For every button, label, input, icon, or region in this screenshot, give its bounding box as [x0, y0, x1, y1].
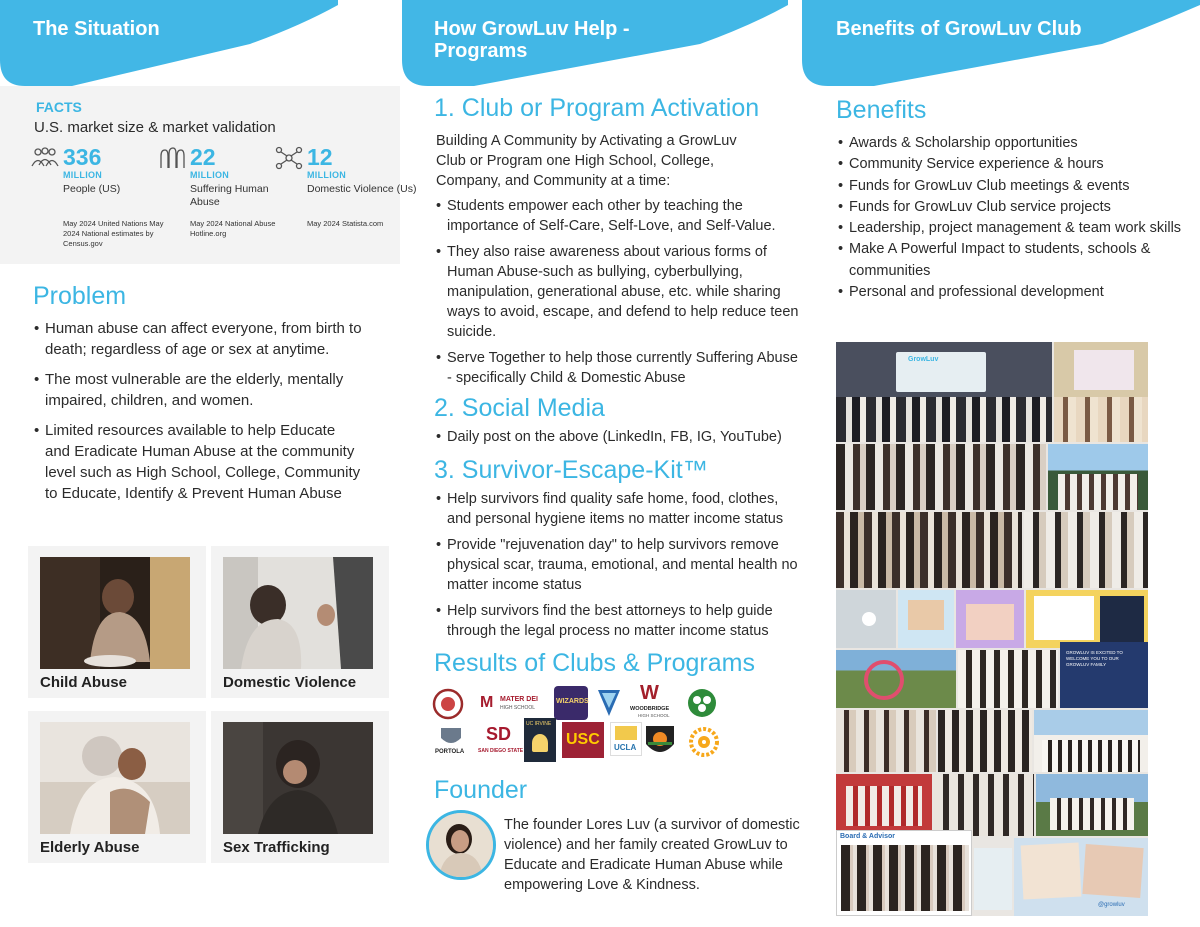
- uc-irvine-logo: [524, 718, 556, 762]
- ucla-logo: [610, 722, 642, 756]
- wizards-logo: [554, 686, 588, 720]
- uc-irvine-label: UC IRVINE: [526, 721, 552, 727]
- club-photo-collage: [836, 342, 1148, 916]
- club-photo: [836, 590, 896, 648]
- list-item: • Human abuse can affect everyone, from birth to death; regardless of age or sex at anytime.: [34, 318, 364, 360]
- club-photo: [1036, 774, 1148, 836]
- activation-heading: 1. Club or Program Activation: [434, 94, 760, 122]
- fact-unit: MILLION: [190, 170, 230, 180]
- sex-trafficking-card: [211, 711, 389, 863]
- club-photo: [836, 444, 1046, 510]
- portola-logo: [432, 726, 470, 760]
- abuse-caption: Sex Trafficking: [223, 839, 330, 856]
- problem-list: [34, 318, 364, 513]
- social-media-list: [436, 427, 806, 453]
- list-item: • Leadership, project management & team work skills: [838, 218, 1188, 239]
- escape-kit-list: [436, 489, 806, 647]
- welcome-text: GROWLUV IS EXCITED TO WELCOME YOU TO OUR GROWLUV FAMILY: [1066, 650, 1123, 667]
- list-item: • Make A Powerful Impact to students, schools & communities: [838, 239, 1188, 282]
- woodbridge-logo: W WOODBRIDGE HIGH SCHOOL: [630, 682, 670, 718]
- activation-list: [436, 196, 806, 394]
- programs-column: [400, 0, 802, 927]
- sex-trafficking-photo: [223, 722, 373, 834]
- fact-description: People (US): [63, 183, 121, 195]
- abuse-caption: Elderly Abuse: [40, 839, 140, 856]
- club-photo: [958, 650, 1058, 708]
- portola-label: PORTOLA: [435, 749, 465, 755]
- sunset-logo: [644, 724, 676, 765]
- abuse-caption: Child Abuse: [40, 674, 127, 691]
- sdsu-logo: SD SAN DIEGO STATE: [478, 724, 524, 754]
- club-photo: [1054, 342, 1148, 442]
- fact-number: 336: [63, 144, 102, 170]
- programs-banner: [400, 0, 802, 86]
- ucla-label: UCLA: [614, 743, 637, 752]
- founder-heading: Founder: [434, 776, 528, 804]
- club-photo: [836, 512, 1022, 588]
- list-item: • Help survivors find the best attorneys to help guide through the legal process no matter income status: [436, 601, 806, 641]
- fact-description: Domestic Violence (Us): [307, 183, 417, 195]
- facts-panel: [0, 86, 417, 264]
- elderly-abuse-photo: [40, 722, 190, 834]
- banner-title-line: Programs: [434, 40, 528, 62]
- raised-hands-icon: [157, 146, 187, 170]
- child-abuse-card: [28, 546, 206, 698]
- people-group-icon: [30, 146, 60, 170]
- slide-title: GrowLuv: [908, 356, 939, 363]
- board-label: Board & Advisor: [840, 833, 895, 840]
- fact-source: May 2024 National Abuse Hotline.org: [190, 219, 276, 238]
- list-item: • Limited resources available to help Educate and Eradicate Human Abuse at the community level such as High School, College, Community to Educate, Identify & Prevent Human Abuse: [34, 420, 364, 504]
- banner-shape: [0, 0, 400, 86]
- network-icon: [274, 146, 304, 170]
- list-item: • Personal and professional development: [838, 282, 1188, 303]
- list-item: • Help survivors find quality safe home, food, clothes, and personal hygiene items no matter income status: [436, 489, 806, 529]
- abuse-caption: Domestic Violence: [223, 674, 357, 691]
- banner-title-line: How GrowLuv Help -: [434, 18, 630, 40]
- usc-label: USC: [566, 731, 600, 748]
- list-item: • Awards & Scholarship opportunities: [838, 133, 1188, 154]
- banner-title: Benefits of GrowLuv Club: [836, 18, 1082, 40]
- fact-number: 22: [190, 144, 216, 170]
- club-photo: [974, 848, 1012, 910]
- growluv-tag: @growluv: [1098, 902, 1125, 908]
- club-photo: [836, 650, 956, 708]
- pennant-logo: [596, 688, 622, 723]
- benefits-banner: [802, 0, 1200, 86]
- escape-kit-heading: 3. Survivor-Escape-Kit™: [434, 456, 708, 484]
- club-photo: [1026, 590, 1148, 648]
- list-item: • Provide "rejuvenation day" to help survivors remove physical scar, trauma, emotional, and mental health no matter income status: [436, 535, 806, 595]
- club-photo: [836, 710, 936, 772]
- domestic-violence-card: [211, 546, 389, 698]
- fact-number: 12: [307, 144, 333, 170]
- mater-dei-logo: M MATER DEI HIGH SCHOOL: [480, 694, 538, 711]
- list-item: • The most vulnerable are the elderly, mentally impaired, children, and women.: [34, 369, 364, 411]
- club-photo: [1060, 642, 1148, 708]
- child-abuse-photo: [40, 557, 190, 669]
- fact-unit: MILLION: [307, 170, 347, 180]
- sdsu-label: SAN DIEGO STATE: [478, 748, 524, 754]
- list-item: • Funds for GrowLuv Club meetings & events: [838, 176, 1188, 197]
- woodbridge-label: WOODBRIDGE: [630, 706, 670, 712]
- trefoil-logo: [686, 687, 718, 724]
- benefits-heading: Benefits: [836, 96, 927, 124]
- club-photo: [1034, 710, 1148, 772]
- club-photo: [836, 774, 932, 836]
- problem-heading: Problem: [33, 282, 127, 310]
- school-seal-logo: [432, 688, 464, 725]
- list-item: • Serve Together to help those currently Suffering Abuse - specifically Child & Domestic Abuse: [436, 348, 806, 388]
- domestic-violence-photo: [223, 557, 373, 669]
- benefits-list: [838, 133, 1188, 303]
- usc-logo: [562, 722, 604, 758]
- list-item: • They also raise awareness about various forms of Human Abuse-such as bullying, cyberbullying, manipulation, generational abuse, etc. while sharing ways to avoid, escape, and defend to help reduce teen suicide.: [436, 242, 806, 342]
- social-media-heading: 2. Social Media: [434, 394, 605, 422]
- facts-subheading: U.S. market size & market validation: [34, 119, 276, 136]
- fact-unit: MILLION: [63, 170, 103, 180]
- results-heading: Results of Clubs & Programs: [434, 649, 755, 677]
- club-photo: [956, 590, 1024, 648]
- rotary-logo: [688, 726, 720, 763]
- club-photo: [938, 710, 1032, 772]
- activation-intro: Building A Community by Activating a GrowLuv Club or Program one High School, College, Company, and Community at a time:: [436, 133, 737, 189]
- fact-source: May 2024 Statista.com: [307, 219, 384, 228]
- list-item: • Funds for GrowLuv Club service projects: [838, 197, 1188, 218]
- elderly-abuse-card: [28, 711, 206, 863]
- fact-source: May 2024 United Nations May 2024 National estimates by Census.gov: [63, 219, 164, 248]
- founder-description: The founder Lores Luv (a survivor of domestic violence) and her family created GrowLuv to Educate and Eradicate Human Abuse while empowering Love & Kindness.: [504, 817, 800, 893]
- list-item: • Daily post on the above (LinkedIn, FB, IG, YouTube): [436, 427, 806, 447]
- mater-dei-label: MATER DEI: [500, 696, 538, 703]
- club-photo: [1024, 512, 1148, 588]
- mater-dei-sublabel: HIGH SCHOOL: [500, 705, 536, 711]
- club-photo: [898, 590, 954, 648]
- board-advisor-panel: [836, 830, 972, 916]
- banner-shape: [802, 0, 1200, 86]
- banner-title: The Situation: [33, 18, 160, 40]
- club-photo: [1048, 444, 1148, 510]
- banner-title: [434, 18, 630, 62]
- club-photo: [1014, 838, 1148, 916]
- situation-banner: [0, 0, 400, 86]
- wizards-label: WIZARDS: [556, 698, 589, 705]
- facts-heading: FACTS: [36, 99, 82, 115]
- list-item: • Community Service experience & hours: [838, 154, 1188, 175]
- situation-column: [0, 0, 417, 927]
- fact-description: Suffering Human Abuse: [190, 183, 269, 208]
- club-photo: [836, 342, 1052, 442]
- club-photo: [934, 774, 1034, 836]
- founder-avatar: [426, 810, 496, 880]
- woodbridge-sublabel: HIGH SCHOOL: [638, 713, 670, 718]
- list-item: • Students empower each other by teaching the importance of Self-Care, Self-Love, and Self-Value.: [436, 196, 806, 236]
